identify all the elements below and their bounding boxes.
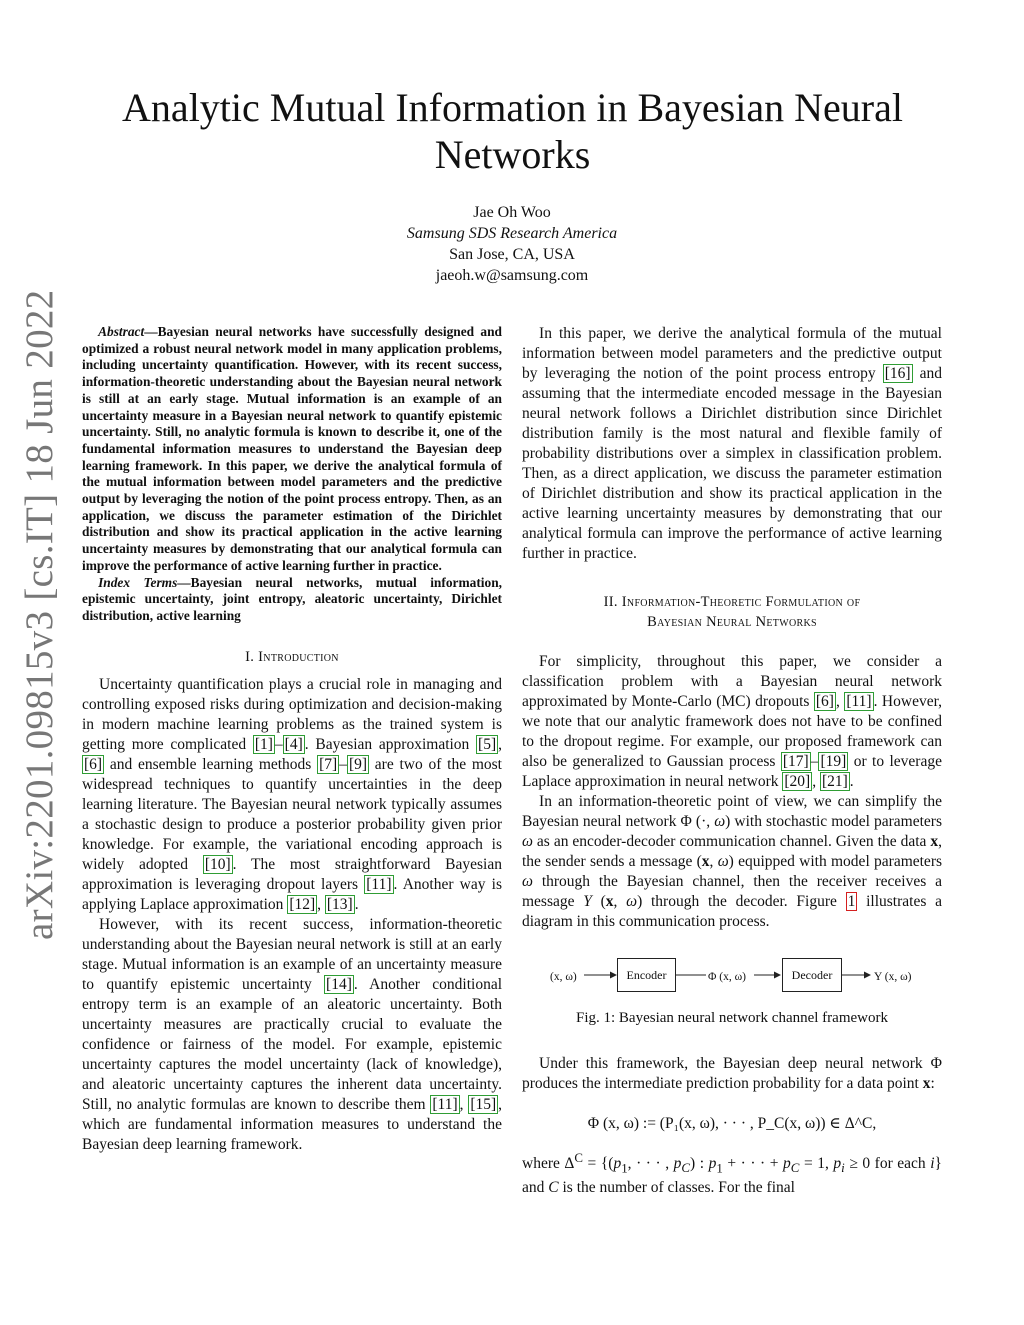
encoder-box: Encoder	[617, 958, 676, 992]
phi-label: Φ (x, ω)	[708, 971, 747, 983]
citation-link[interactable]: [15]	[470, 1095, 497, 1113]
input-label: (x, ω)	[550, 971, 577, 983]
author-name: Jae Oh Woo	[473, 204, 551, 221]
figure-1-diagram	[522, 958, 942, 994]
section-title-line-1: Information-Theoretic Formulation of	[621, 594, 861, 610]
figure-1-caption: Fig. 1: Bayesian neural network channel framework	[576, 1010, 888, 1026]
citation-link[interactable]: [19]	[820, 753, 847, 770]
citation-link[interactable]: [6]	[815, 693, 834, 710]
arxiv-identifier: arXiv:2201.09815v3 [cs.IT] 18 Jun 2022	[18, 289, 61, 940]
section-title-line-2: Bayesian Neural Networks	[647, 614, 817, 630]
citation-link[interactable]: [17]	[782, 753, 809, 770]
citation-link[interactable]: [11]	[432, 1095, 458, 1113]
equation-phi: Φ (x, ω) := (P₁(x, ω), · · · , P_C(x, ω)) ∈ Δ^C,	[587, 1115, 877, 1132]
abstract-text: Bayesian neural networks have successfully designed and optimized a robust neural network model in many application problems, including uncertainty quantification. However, with its recent success, information-theoretic understanding about the Bayesian neural network is still at an early stage. Mutual information is an example of an uncertainty measure in a Bayesian neural network to quantify epistemic uncertainty. Still, no analytic formula is known to describe it, one of the fundamental information measures to understand the Bayesian deep learning framework. In this paper, we derive the analytical formula of the mutual information between model parameters and the predictive output by leveraging the notion of the point process entropy. Then, as an application, we discuss the parameter estimation of the Dirichlet distribution and show its practical application in the active learning uncertainty measures by demonstrating that our analytical formula can improve the performance of active learning further in practice.	[82, 324, 502, 573]
section2-paragraph-4: where $\Delta^C = \{(p_1$, · · · , $p_C$) : $p_1$ + · · · + $p_C = 1$, $p_i \ge 0$ for each i} and C is the number of classes. For the final	[522, 1150, 942, 1197]
section-heading-introduction	[82, 647, 502, 667]
citation-link[interactable]: [12]	[289, 895, 316, 913]
author-email: jaeoh.w@samsung.com	[435, 267, 589, 284]
citation-link[interactable]: [5]	[478, 735, 497, 753]
figure-link[interactable]: 1	[847, 893, 856, 910]
section2-paragraph-2: In an information-theoretic point of view, we can simplify the Bayesian neural network Φ (·, ω) with stochastic model parameters ω as an encoder-decoder communication channel. Given the data x, the sender sends a message (x, ω) equipped with model parameters ω through the Bayesian channel, then the receiver receives a message Y (x, ω) through the decoder. Figure 1 illustrates a diagram in this communication process.	[522, 793, 943, 930]
citation-link[interactable]: [11]	[366, 875, 392, 893]
left-column	[82, 324, 502, 1155]
section-number: I.	[245, 648, 255, 665]
section-heading-formulation	[522, 592, 942, 632]
decoder-box: Decoder	[782, 958, 842, 992]
citation-link[interactable]: [6]	[84, 755, 103, 773]
intro-paragraph-3: In this paper, we derive the analytical formula of the mutual information between model parameters and the predictive output by leveraging the notion of the point process entropy [16] and assuming that the intermediate encoded message in the Bayesian neural network follows a Dirichlet distribution since Dirichlet distribution family is the most natural and flexible family of probability distributions over a simplex in classification problem. Then, as a direct application, we discuss the parameter estimation of Dirichlet distribution and show its practical application in the active learning uncertainty measures by demonstrating that our analytical formula can improve the performance of active learning further in practice.	[522, 325, 942, 562]
citation-link[interactable]: [21]	[821, 773, 848, 790]
author-affiliation: Samsung SDS Research America	[406, 225, 618, 242]
citation-link[interactable]: [13]	[326, 895, 353, 913]
author-block	[262, 202, 762, 286]
author-location: San Jose, CA, USA	[449, 246, 575, 263]
citation-link[interactable]: [10]	[204, 855, 231, 873]
section-number: II.	[603, 594, 618, 610]
output-label: Y (x, ω)	[874, 971, 912, 983]
citation-link[interactable]: [20]	[784, 773, 811, 790]
paper-title: Analytic Mutual Information in Bayesian Neural Networks	[122, 85, 903, 177]
right-column	[522, 324, 942, 1198]
section2-paragraph-1: For simplicity, throughout this paper, we consider a classification problem with a Bayesian neural network approximated by Monte-Carlo (MC) dropouts [6] , [11] . However, we note that our analytic framework does not have to be confined to the dropout regime. For example, our proposed framework can also be generalized to Gaussian process [17] – [19] or to leverage Laplace approximation in neural network [20] , [21] .	[522, 653, 942, 790]
citation-link[interactable]: [7]	[319, 755, 338, 773]
citation-link[interactable]: [16]	[884, 365, 911, 382]
intro-paragraph-2: However, with its recent success, information-theoretic understanding about the Bayesian neural network is still at an early stage. Mutual information is an example of an uncertainty measure to quantify epistemic uncertainty [14] . Another conditional entropy term is an example of an aleatoric uncertainty. Both uncertainty measures are practically crucial to evaluate the confidence or fairness of the model. For example, epistemic uncertainty captures the model uncertainty (lack of knowledge), and aleatoric uncertainty captures the inherent data uncertainty. Still, no analytic formulas are known to describe them [11] , [15] , which are fundamental information measures to understand the Bayesian deep learning framework.	[82, 915, 503, 1153]
citation-link[interactable]: [14]	[326, 975, 352, 993]
citation-link[interactable]: [1]	[254, 735, 273, 753]
citation-link[interactable]: [4]	[284, 735, 303, 753]
intro-paragraph-1: Uncertainty quantification plays a crucial role in managing and controlling exposed risks during optimization and decision-making in modern machine learning problems as the trained system is getting more complicated [1] – [4] . Bayesian approximation [5] , [6] and ensemble learning methods [7] – [9] are two of the most widespread techniques to quantify uncertainties in the deep learning literature. The Bayesian neural network typically assumes a stochastic design to produce a posterior probability given prior knowledge. For example, the variational encoding approach is widely adopted [10] . The most straightforward Bayesian approximation is leveraging dropout layers [11] . Another way is applying Laplace approximation [12] , [13] .	[82, 675, 502, 913]
section-title: Introduction	[258, 648, 339, 665]
citation-link[interactable]: [11]	[846, 693, 872, 710]
citation-link[interactable]: [9]	[348, 755, 368, 773]
section2-paragraph-3: Under this framework, the Bayesian deep neural network Φ produces the intermediate prediction probability for a data point x:	[522, 1055, 942, 1092]
abstract-label: Abstract	[98, 324, 145, 339]
index-terms-label: Index Terms	[98, 574, 178, 590]
index-terms-text: Bayesian neural networks, mutual information, epistemic uncertainty, joint entropy, aleatoric uncertainty, Dirichlet distribution, active learning	[82, 574, 502, 623]
abstract: Abstract—Bayesian neural networks have successfully designed and optimized a robust neural network model in many application problems, including uncertainty quantification. However, with its recent success, information-theoretic understanding about the Bayesian neural network is still at an early stage. Mutual information is an example of an uncertainty measure in a Bayesian neural network to quantify epistemic uncertainty. Still, no analytic formula is known to describe it, one of the fundamental information measures to understand the Bayesian deep learning framework. In this paper, we derive the analytical formula of the mutual information between model parameters and the predictive output by leveraging the notion of the point process entropy. Then, as an application, we discuss the parameter estimation of the Dirichlet distribution and show its practical application in the active learning uncertainty measures by demonstrating that our analytical formula can improve the performance of active learning further in practice.	[82, 324, 502, 573]
index-terms: Index Terms—Bayesian neural networks, mutual information, epistemic uncertainty, joint entropy, aleatoric uncertainty, Dirichlet distribution, active learning	[82, 574, 502, 623]
